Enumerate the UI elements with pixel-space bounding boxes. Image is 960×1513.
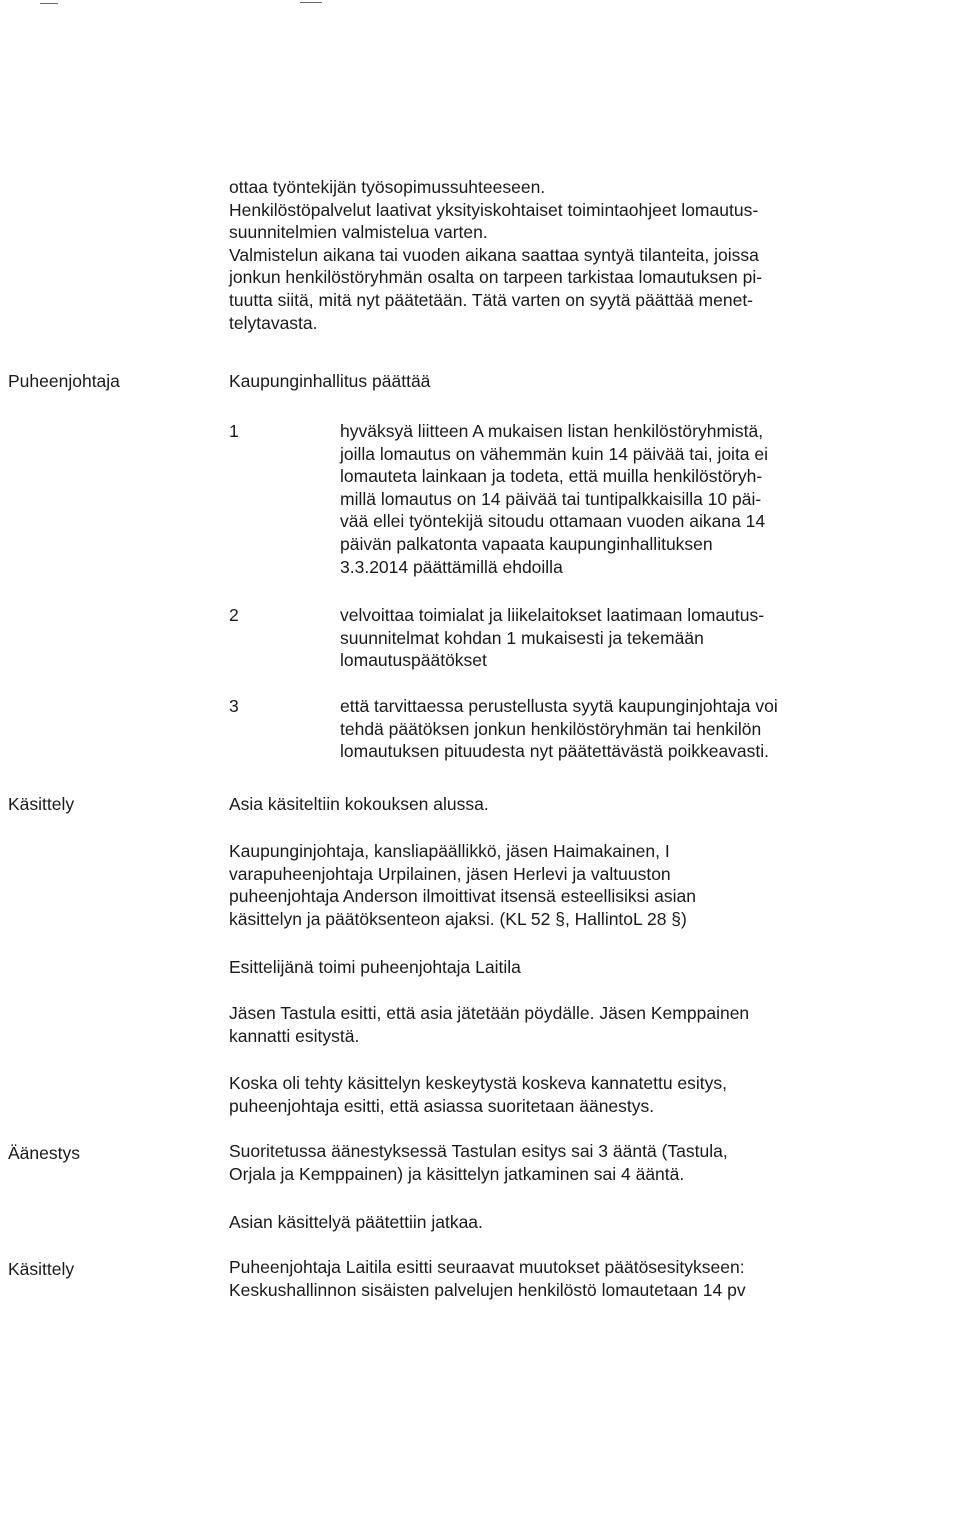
decision-item-number: 1 [229, 421, 239, 441]
text-line: Jäsen Tastula esitti, että asia jätetään pöydälle. Jäsen Kemppainen [229, 1003, 750, 1023]
section-label-puheenjohtaja: Puheenjohtaja [8, 371, 120, 391]
text-line: telytavasta. [229, 312, 318, 333]
kasittely-paragraph: Esittelijänä toimi puheenjohtaja Laitila [229, 957, 521, 977]
scan-speck [300, 2, 322, 3]
text-line: Puheenjohtaja Laitila esitti seuraavat muutokset päätösesitykseen: [229, 1257, 745, 1277]
section-label-kasittely: Käsittely [8, 794, 75, 814]
aanestys-result: Asian käsittelyä päätettiin jatkaa. [229, 1212, 483, 1232]
text-line: varapuheenjohtaja Urpilainen, jäsen Herlevi ja valtuuston [229, 863, 671, 884]
text-line: Koska oli tehty käsittelyn keskeytystä koskeva kannatettu esitys, [229, 1073, 728, 1093]
text-line: millä lomautus on 14 päivää tai tuntipalkkaisilla 10 päi- [340, 488, 762, 509]
text-line: puheenjohtaja esitti, että asiassa suoritetaan äänestys. [229, 1095, 655, 1116]
kasittely2-paragraph [229, 1256, 869, 1301]
text-line: tuutta siitä, mitä nyt päätetään. Tätä varten on syytä päättää menet- [229, 289, 754, 310]
section-label-aanestys: Äänestys [8, 1143, 80, 1163]
kasittely-paragraph [229, 1002, 869, 1047]
text-line: 3.3.2014 päättämillä ehdoilla [340, 556, 563, 577]
text-line: suunnitelmat kohdan 1 mukaisesti ja tekemään [340, 627, 704, 648]
text-line: lomauteta lainkaan ja todeta, että muilla henkilöstöryh- [340, 466, 763, 487]
decision-heading: Kaupunginhallitus päättää [229, 371, 431, 391]
kasittely-paragraph: Asia käsiteltiin kokouksen alussa. [229, 794, 489, 814]
text-line: ottaa työntekijän työsopimussuhteeseen. [229, 177, 546, 197]
text-line: lomautuksen pituudesta nyt päätettävästä poikkeavasti. [340, 741, 770, 762]
decision-item-number: 2 [229, 605, 239, 625]
section-label-kasittely: Käsittely [8, 1259, 75, 1279]
text-line: tehdä päätöksen jonkun henkilöstöryhmän tai henkilön [340, 718, 762, 739]
text-line: suunnitelmien valmistelua varten. [229, 222, 488, 243]
text-line: että tarvittaessa perustellusta syytä kaupunginjohtaja voi [340, 696, 778, 716]
text-line: jonkun henkilöstöryhmän osalta on tarpeen tarkistaa lomautuksen pi- [229, 267, 763, 288]
text-line: Henkilöstöpalvelut laativat yksityiskohtaiset toimintaohjeet lomautus- [229, 199, 759, 220]
text-line: Valmistelun aikana tai vuoden aikana saattaa syntyä tilanteita, joissa [229, 244, 759, 265]
text-line: kannatti esitystä. [229, 1025, 360, 1046]
kasittely-paragraph [229, 840, 869, 930]
text-line: Orjala ja Kemppainen) ja käsittelyn jatkaminen sai 4 ääntä. [229, 1163, 685, 1184]
text-line: puheenjohtaja Anderson ilmoittivat itsensä esteellisiksi asian [229, 886, 696, 907]
kasittely-paragraph [229, 1072, 869, 1117]
decision-item-1 [340, 420, 870, 578]
intro-paragraph [229, 176, 869, 334]
text-line: lomautuspäätökset [340, 650, 487, 671]
text-line: päivän palkatonta vapaata kaupunginhallituksen [340, 533, 713, 554]
text-line: vää ellei työntekijä sitoudu ottamaan vuoden aikana 14 [340, 511, 766, 532]
scan-speck [40, 3, 58, 4]
decision-item-number: 3 [229, 696, 239, 716]
decision-item-2 [340, 604, 870, 672]
text-line: joilla lomautus on vähemmän kuin 14 päivää tai, joita ei [340, 443, 769, 464]
text-line: käsittelyn ja päätöksenteon ajaksi. (KL 52 §, HallintoL 28 §) [229, 908, 687, 929]
text-line: velvoittaa toimialat ja liikelaitokset laatimaan lomautus- [340, 605, 765, 625]
decision-item-3 [340, 695, 870, 763]
text-line: Kaupunginjohtaja, kansliapäällikkö, jäsen Haimakainen, I [229, 841, 670, 861]
aanestys-paragraph [229, 1140, 869, 1185]
text-line: Keskushallinnon sisäisten palvelujen henkilöstö lomautetaan 14 pv [229, 1279, 746, 1300]
text-line: Suoritetussa äänestyksessä Tastulan esitys sai 3 ääntä (Tastula, [229, 1141, 728, 1161]
text-line: hyväksyä liitteen A mukaisen listan henkilöstöryhmistä, [340, 421, 764, 441]
